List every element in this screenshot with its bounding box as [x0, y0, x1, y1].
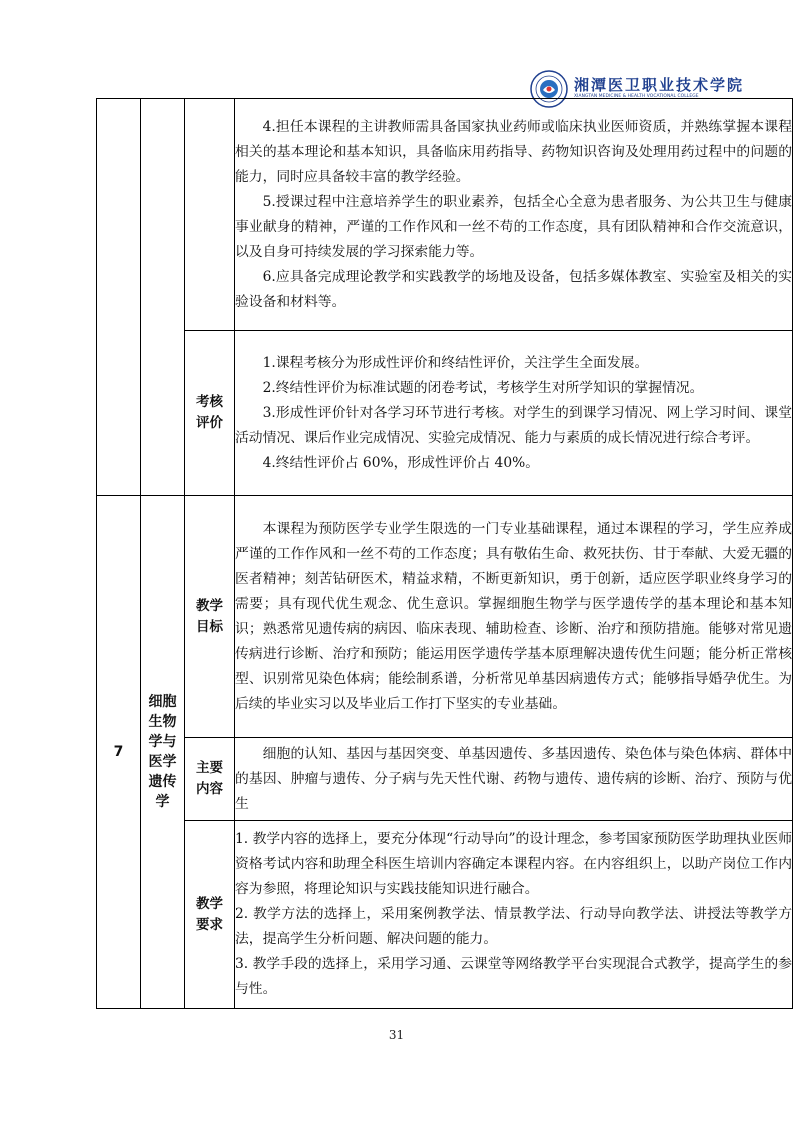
assessment-paragraph: 4.终结性评价占 60%，形成性评价占 40%。	[262, 454, 540, 471]
objectives-content	[235, 496, 793, 738]
course-name	[141, 496, 185, 1009]
assessment-label	[185, 331, 235, 496]
requirements-continued-content	[235, 99, 793, 331]
category-cell-continued	[185, 99, 235, 331]
course-number: 7	[97, 496, 141, 1009]
course-name-text: 细胞生物学与医学遗传学	[148, 694, 177, 810]
logo-chinese-name: 湘潭医卫职业技术学院	[574, 76, 745, 94]
assessment-paragraph: 3.形成性评价针对各学习环节进行考核。对学生的到课学习情况、网上学习时间、课堂活动情况、课后作业完成情况、实验完成情况、能力与素质的成长情况进行综合考评。	[235, 404, 792, 446]
assessment-label-text: 考核评价	[196, 394, 223, 431]
content-label	[185, 738, 235, 821]
main-content	[235, 738, 793, 821]
course-cell-continued	[141, 99, 185, 496]
assessment-paragraph: 1.课程考核分为形成性评价和终结性评价，关注学生全面发展。	[262, 354, 649, 371]
content-label-text: 主要内容	[196, 760, 223, 797]
course-table	[96, 98, 793, 1009]
objectives-label	[185, 496, 235, 738]
main-content-paragraph: 细胞的认知、基因与基因突变、单基因遗传、多基因遗传、染色体与染色体病、群体中的基因、肿瘤与遗传、分子病与先天性代谢、药物与遗传、遗传病的诊断、治疗、预防与优生	[235, 745, 792, 812]
requirements-label-text: 教学要求	[196, 895, 223, 933]
table-row	[97, 821, 793, 1009]
table-row	[97, 496, 793, 738]
table-row	[97, 331, 793, 496]
requirement-paragraph: 3. 教学手段的选择上，采用学习通、云课堂等网络教学平台实现混合式教学，提高学生的参与性。	[235, 956, 793, 997]
table-row	[97, 738, 793, 821]
assessment-content	[235, 331, 793, 496]
objectives-label-text: 教学目标	[196, 597, 223, 635]
table-row	[97, 99, 793, 331]
requirement-paragraph: 6.应具备完成理论教学和实践教学的场地及设备，包括多媒体教室、实验室及相关的实验设备和材料等。	[235, 268, 792, 310]
requirement-paragraph: 5.授课过程中注意培养学生的职业素养，包括全心全意为患者服务、为公共卫生与健康事业献身的精神，严谨的工作作风和一丝不苟的工作态度，具有团队精神和合作交流意识，以及自身可持续发展的学习探索能力等。	[235, 193, 792, 260]
requirement-paragraph: 2. 教学方法的选择上，采用案例教学法、情景教学法、行动导向教学法、讲授法等教学方法，提高学生分析问题、解决问题的能力。	[235, 906, 792, 947]
number-cell-continued	[97, 99, 141, 496]
requirement-paragraph: 1. 教学内容的选择上，要充分体现“行动导向”的设计理念，参考国家预防医学助理执业医师资格考试内容和助理全科医生培训内容确定本课程内容。在内容组织上，以助产岗位工作内容为参照，将理论知识与实践技能知识进行融合。	[235, 831, 792, 897]
requirements-label	[185, 821, 235, 1009]
assessment-paragraph: 2.终结性评价为标准试题的闭卷考试，考核学生对所学知识的掌握情况。	[262, 379, 704, 396]
page-number: 31	[388, 1028, 405, 1042]
objectives-paragraph: 本课程为预防医学专业学生限选的一门专业基础课程，通过本课程的学习，学生应养成严谨的工作作风和一丝不苟的工作态度；具有敬佑生命、救死扶伤、甘于奉献、大爱无疆的医者精神；刻苦钻研医术，精益求精，不断更新知识，勇于创新，适应医学职业终身学习的需要；具有现代优生观念、优生意识。掌握细胞生物学与医学遗传学的基本理论和基本知识；熟悉常见遗传病的病因、临床表现、辅助检查、诊断、治疗和预防措施。能够对常见遗传病进行诊断、治疗和预防；能运用医学遗传学基本原理解决遗传优生问题；能分析正常核型、识别常见染色体病；能绘制系谱，分析常见单基因病遗传方式；能够指导婚孕优生。为后续的毕业实习以及毕业后工作打下坚实的专业基础。	[235, 520, 792, 712]
requirements-content	[235, 821, 793, 1009]
logo-english-name: XIANGTAN MEDICINE & HEALTH VOCATIONAL COLLEGE	[574, 94, 699, 99]
requirement-paragraph: 4.担任本课程的主讲教师需具备国家执业药师或临床执业医师资质，并熟练掌握本课程相关的基本理论和基本知识，具备临床用药指导、药物知识咨询及处理用药过程中的问题的能力，同时应具备较丰富的教学经验。	[235, 118, 792, 185]
